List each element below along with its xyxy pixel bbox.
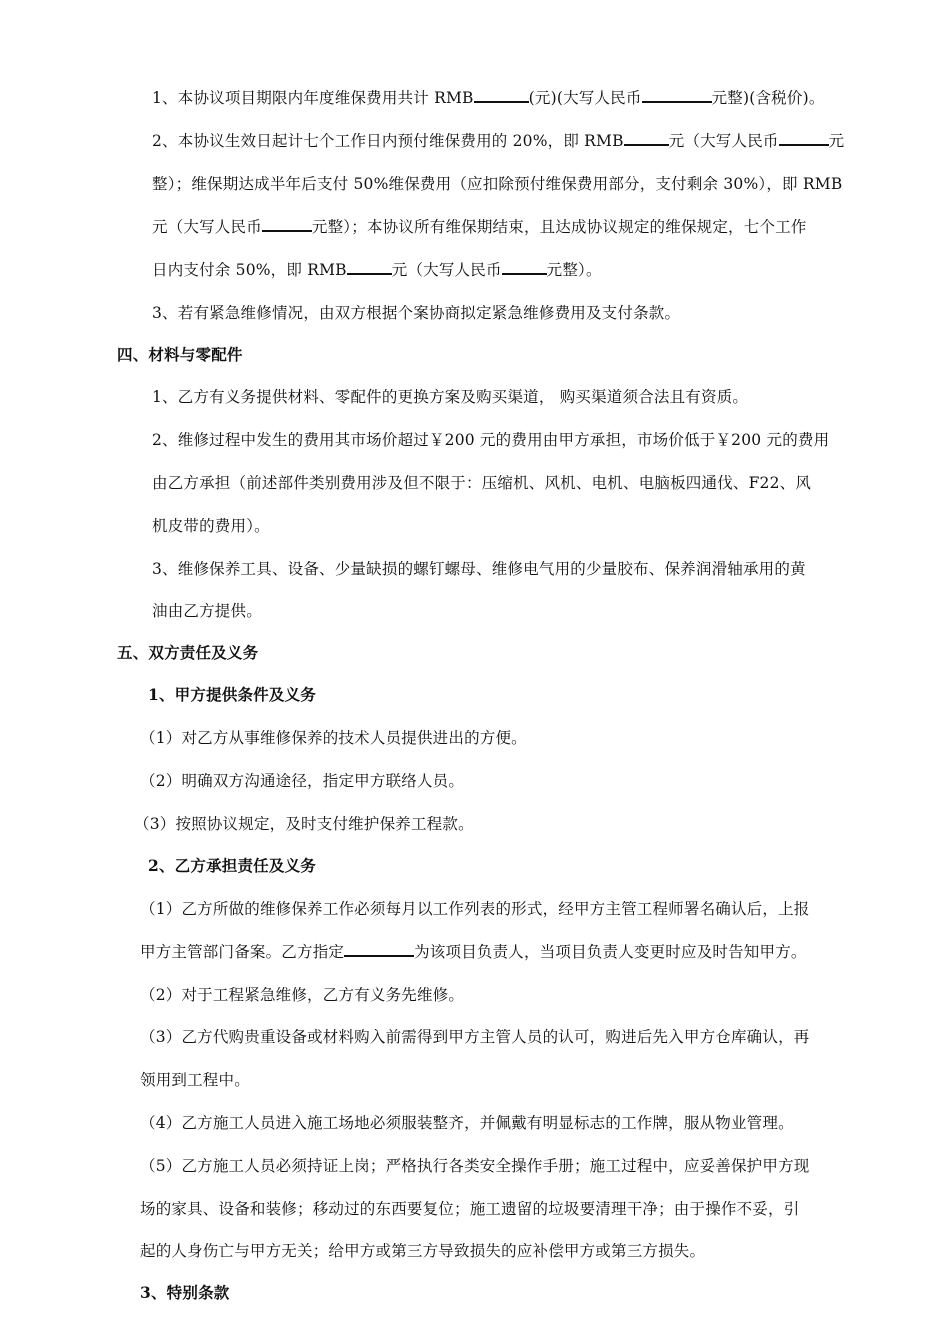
fee-item-2-line-4-text-a: 日内支付余 50%，即 RMB — [152, 261, 347, 279]
section-5-sub-1-heading: 1、甲方提供条件及义务 — [148, 685, 316, 704]
blank-field[interactable] — [642, 87, 712, 103]
fee-item-2-line-3-text-b: 元整）；本协议所有维保期结束，且达成协议规定的维保规定，七个工作 — [311, 218, 807, 236]
fee-item-2-line-1 — [152, 130, 844, 152]
fee-item-1 — [152, 87, 825, 109]
fee-item-2-line-2: 整）；维保期达成半年后支付 50%维保费用（应扣除预付维保费用部分，支付剩余 30%），即 RMB — [152, 175, 843, 193]
fee-item-2-line-4 — [152, 259, 602, 281]
fee-item-2-text-a: 2、本协议生效日起计七个工作日内预付维保费用的 20%，即 RMB — [152, 132, 624, 150]
section-4-item-3-line-1: 3、维修保养工具、设备、少量缺损的螺钉螺母、维修电气用的少量胶布、保养润滑轴承用的黄 — [152, 560, 806, 578]
section-5-sub-1-item-3: （3）按照协议规定，及时支付维护保养工程款。 — [134, 815, 474, 833]
section-5-sub-2-item-1-line-2 — [140, 941, 807, 963]
blank-field[interactable] — [262, 216, 312, 232]
fee-item-2-line-3 — [152, 216, 807, 238]
section-4-item-2-line-2: 由乙方承担（前述部件类别费用涉及但不限于：压缩机、风机、电机、电脑板四通伐、F22、风 — [152, 474, 812, 492]
fee-item-2-line-3-text-a: 元（大写人民币 — [152, 218, 262, 236]
section-4-item-3-line-2: 油由乙方提供。 — [152, 602, 262, 620]
blank-field[interactable] — [344, 941, 414, 957]
section-4-item-2-line-3: 机皮带的费用）。 — [152, 517, 270, 535]
section-5-sub-2-item-4: （4）乙方施工人员进入施工场地必须服装整齐，并佩戴有明显标志的工作牌，服从物业管理。 — [140, 1114, 794, 1132]
fee-item-2-text-b: 元（大写人民币 — [668, 132, 779, 150]
fee-item-2-line-4-text-c: 元整）。 — [546, 261, 602, 279]
blank-field[interactable] — [474, 87, 529, 103]
section-4-item-2-line-1: 2、维修过程中发生的费用其市场价超过￥200 元的费用由甲方承担，市场价低于￥200 元的费用 — [152, 431, 830, 449]
section-5-heading: 五、双方责任及义务 — [117, 643, 259, 662]
blank-field[interactable] — [347, 259, 392, 275]
fee-item-1-text-b: (元)(大写人民币 — [528, 89, 642, 107]
section-5-sub-2-heading: 2、乙方承担责任及义务 — [148, 856, 316, 875]
fee-item-1-text-c: 元整)(含税价)。 — [711, 89, 825, 107]
fee-item-2-text-c: 元 — [828, 132, 845, 150]
section-4-item-1: 1、乙方有义务提供材料、零配件的更换方案及购买渠道， 购买渠道须合法且有资质。 — [152, 388, 749, 406]
blank-field[interactable] — [624, 130, 669, 146]
section-4-heading: 四、材料与零配件 — [117, 345, 243, 364]
section-5-sub-2-item-3-line-2: 领用到工程中。 — [140, 1071, 250, 1089]
section-5-sub-2-item-2: （2）对于工程紧急维修，乙方有义务先维修。 — [140, 986, 465, 1004]
section-5-sub-2-item-3-line-1: （3）乙方代购贵重设备或材料购入前需得到甲方主管人员的认可，购进后先入甲方仓库确认，再 — [140, 1028, 810, 1046]
fee-item-2-line-4-text-b: 元（大写人民币 — [391, 261, 502, 279]
section-5-sub-2-item-1-text-a: 甲方主管部门备案。乙方指定 — [140, 943, 345, 961]
section-5-sub-1-item-1: （1）对乙方从事维修保养的技术人员提供进出的方便。 — [140, 729, 527, 747]
section-5-sub-2-item-1-text-b: 为该项目负责人，当项目负责人变更时应及时告知甲方。 — [414, 943, 807, 961]
section-5-sub-2-item-1-line-1: （1）乙方所做的维修保养工作必须每月以工作列表的形式，经甲方主管工程师署名确认后，上报 — [140, 900, 810, 918]
section-5-sub-2-item-5-line-1: （5）乙方施工人员必须持证上岗；严格执行各类安全操作手册；施工过程中，应妥善保护甲方现 — [140, 1157, 810, 1175]
fee-item-1-text-a: 1、本协议项目期限内年度维保费用共计 RMB — [152, 89, 474, 107]
fee-item-3: 3、若有紧急维修情况，由双方根据个案协商拟定紧急维修费用及支付条款。 — [152, 304, 681, 322]
section-5-sub-2-item-5-line-3: 起的人身伤亡与甲方无关；给甲方或第三方导致损失的应补偿甲方或第三方损失。 — [140, 1242, 706, 1260]
section-5-sub-2-item-5-line-2: 场的家具、设备和装修；移动过的东西要复位；施工遗留的垃圾要清理干净；由于操作不妥，引 — [140, 1200, 800, 1218]
section-5-sub-3-heading: 3、特别条款 — [140, 1283, 230, 1302]
blank-field[interactable] — [779, 130, 829, 146]
blank-field[interactable] — [502, 259, 547, 275]
section-5-sub-1-item-2: （2）明确双方沟通途径，指定甲方联络人员。 — [140, 772, 465, 790]
